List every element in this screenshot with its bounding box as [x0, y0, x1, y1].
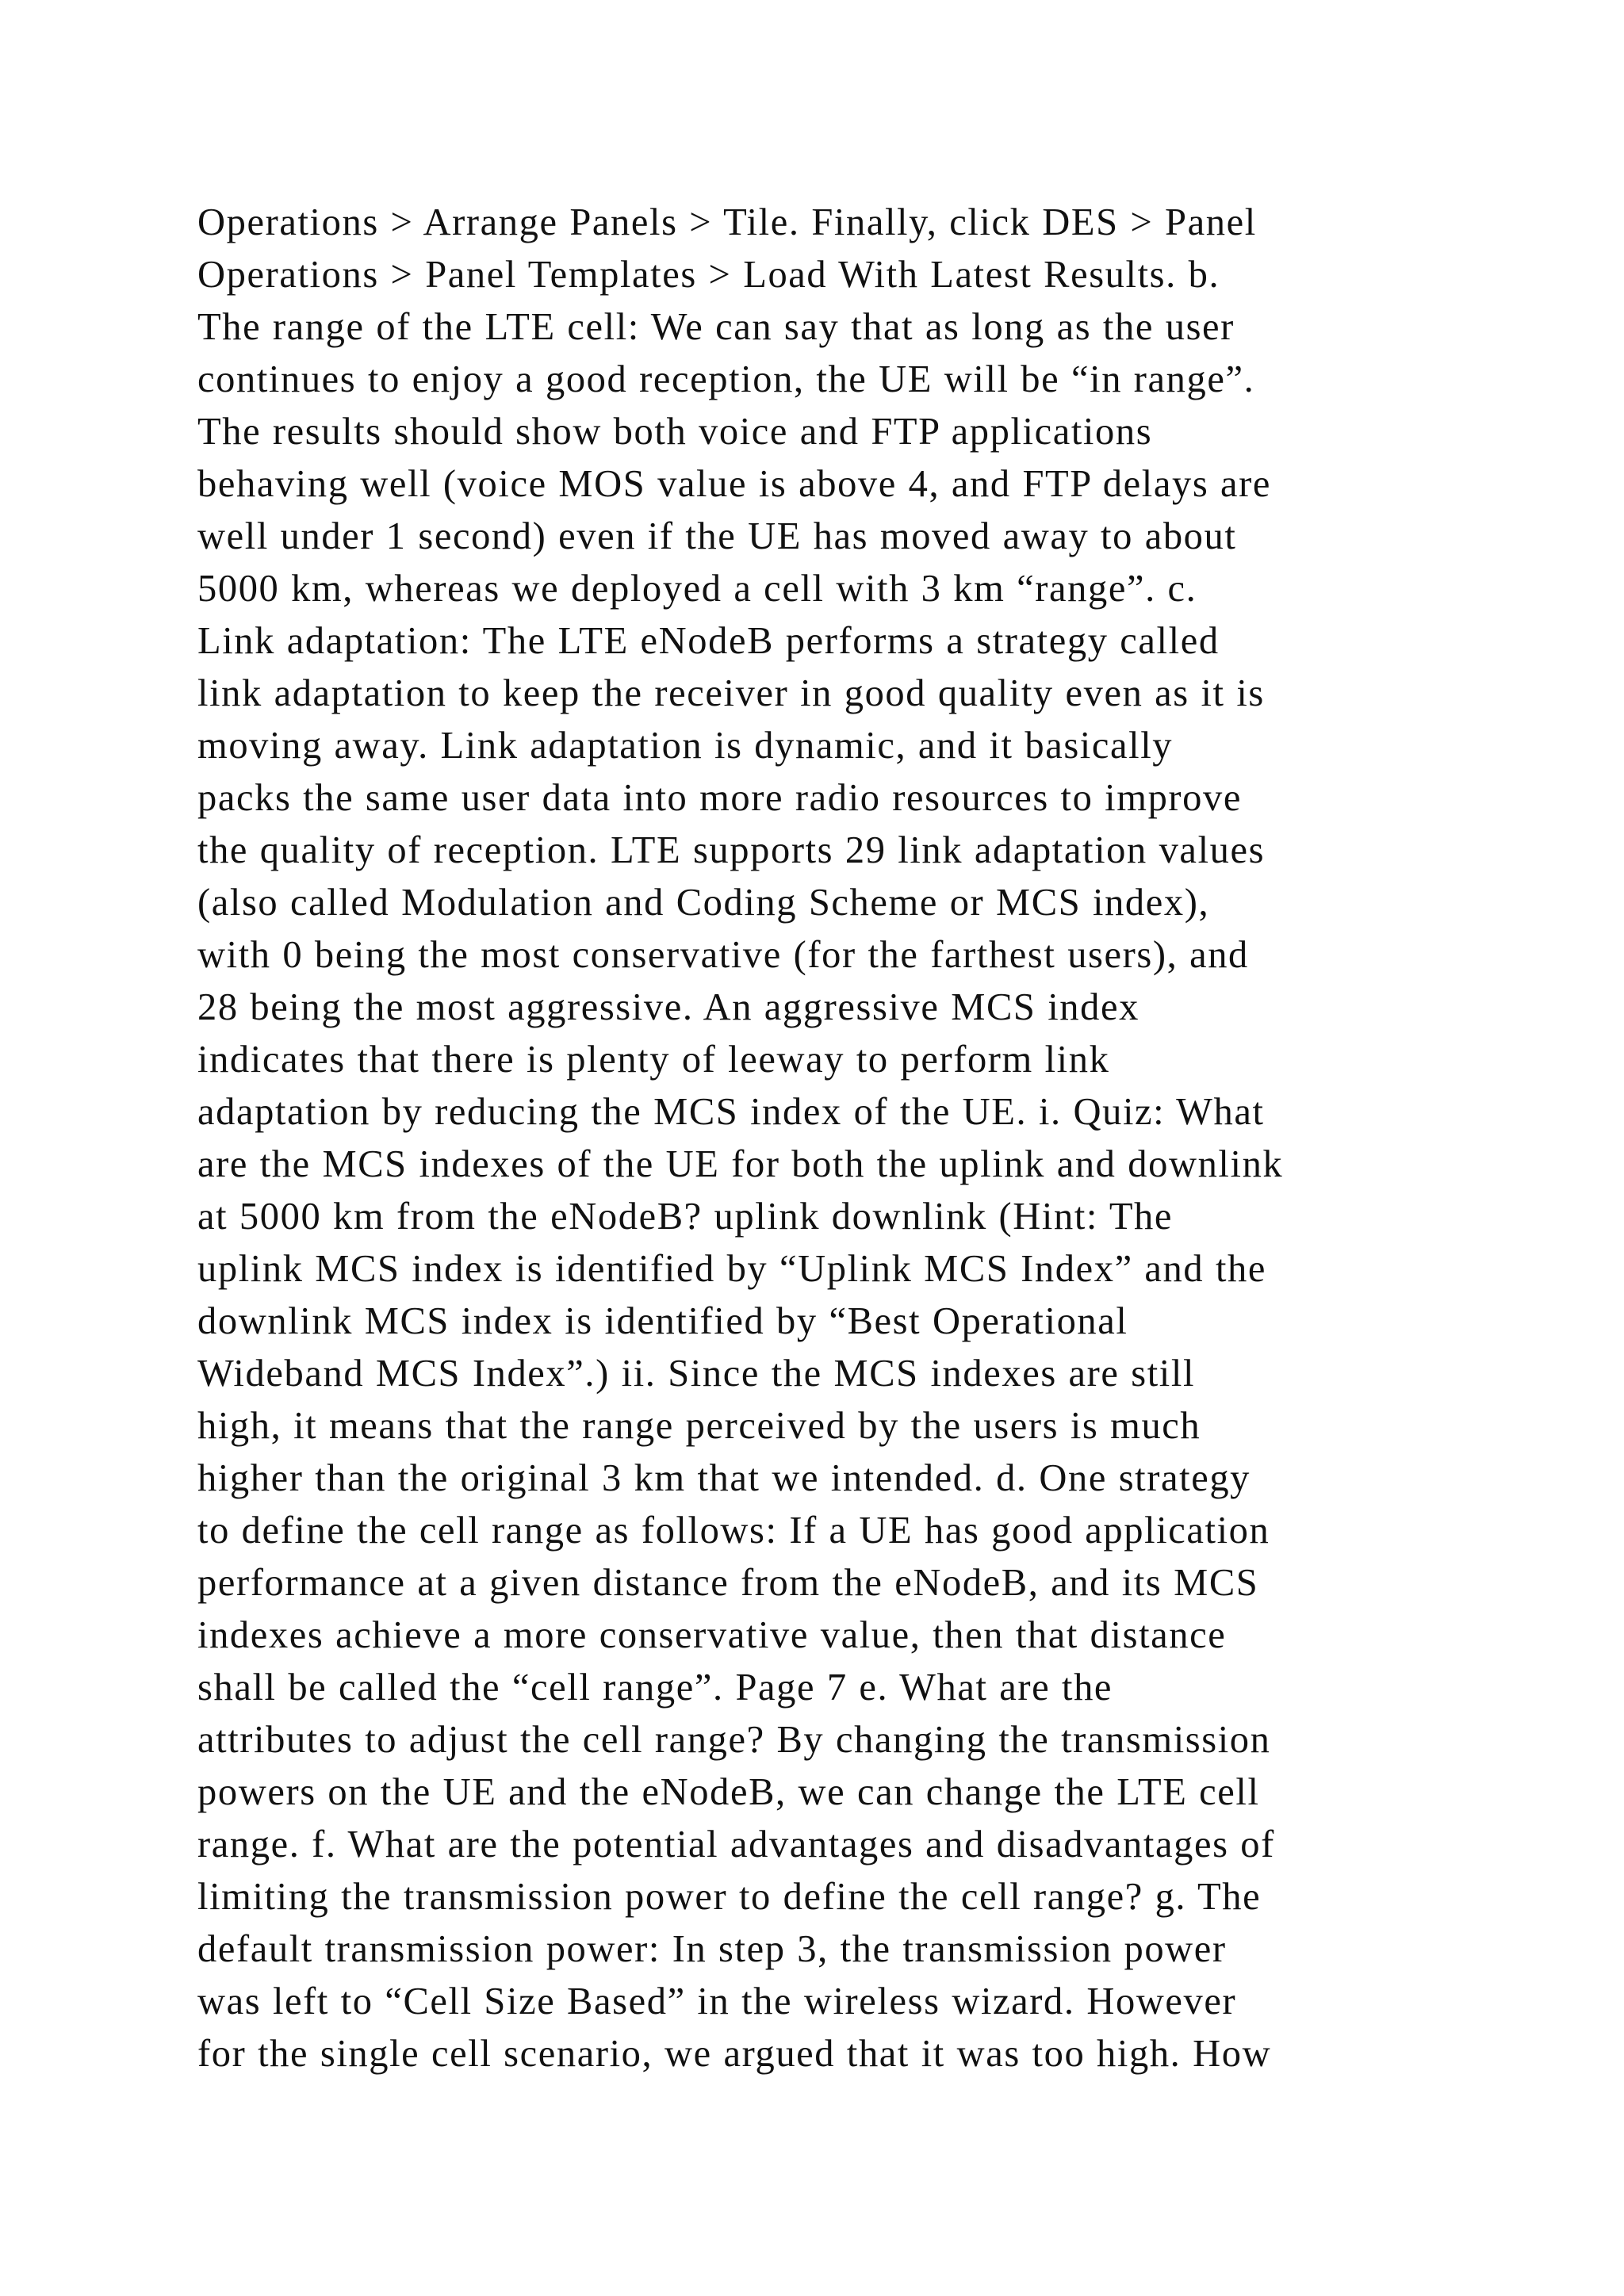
text-line: Link adaptation: The LTE eNodeB performs a strategy called	[197, 620, 1220, 662]
text-line: performance at a given distance from the eNodeB, and its MCS	[197, 1562, 1259, 1604]
text-line: (also called Modulation and Coding Scheme or MCS index),	[197, 882, 1210, 924]
text-line: behaving well (voice MOS value is above 4, and FTP delays are	[197, 463, 1272, 505]
text-line: default transmission power: In step 3, the transmission power	[197, 1928, 1227, 1970]
body-text	[197, 197, 1450, 2080]
text-line: Wideband MCS Index”.) ii. Since the MCS indexes are still	[197, 1353, 1196, 1395]
text-line: high, it means that the range perceived by the users is much	[197, 1405, 1201, 1447]
text-line: for the single cell scenario, we argued that it was too high. How	[197, 2033, 1272, 2075]
text-line: adaptation by reducing the MCS index of the UE. i. Quiz: What	[197, 1091, 1265, 1133]
text-line: attributes to adjust the cell range? By changing the transmission	[197, 1719, 1271, 1761]
text-line: are the MCS indexes of the UE for both the uplink and downlink	[197, 1143, 1284, 1185]
text-line: range. f. What are the potential advantages and disadvantages of	[197, 1823, 1275, 1866]
text-line: 5000 km, whereas we deployed a cell with 3 km “range”. c.	[197, 568, 1197, 610]
text-line: the quality of reception. LTE supports 29 link adaptation values	[197, 829, 1266, 871]
text-line: The results should show both voice and FTP applications	[197, 411, 1153, 453]
text-line: moving away. Link adaptation is dynamic, and it basically	[197, 725, 1174, 767]
text-line: continues to enjoy a good reception, the UE will be “in range”.	[197, 358, 1255, 400]
text-line: at 5000 km from the eNodeB? uplink downlink (Hint: The	[197, 1196, 1174, 1238]
text-line: downlink MCS index is identified by “Best Operational	[197, 1300, 1128, 1342]
text-line: shall be called the “cell range”. Page 7 e. What are the	[197, 1667, 1113, 1709]
text-line: powers on the UE and the eNodeB, we can change the LTE cell	[197, 1771, 1260, 1813]
text-line: was left to “Cell Size Based” in the wireless wizard. However	[197, 1980, 1237, 2022]
text-line: uplink MCS index is identified by “Uplink MCS Index” and the	[197, 1248, 1267, 1290]
text-line: 28 being the most aggressive. An aggressive MCS index	[197, 986, 1139, 1028]
text-line: Operations > Arrange Panels > Tile. Finally, click DES > Panel	[197, 201, 1257, 243]
text-line: well under 1 second) even if the UE has moved away to about	[197, 515, 1237, 557]
text-line: link adaptation to keep the receiver in good quality even as it is	[197, 672, 1265, 714]
text-line: with 0 being the most conservative (for the farthest users), and	[197, 934, 1249, 976]
text-line: Operations > Panel Templates > Load With Latest Results. b.	[197, 254, 1220, 296]
text-line: The range of the LTE cell: We can say that as long as the user	[197, 306, 1235, 348]
text-line: limiting the transmission power to define the cell range? g. The	[197, 1876, 1262, 1918]
text-line: to define the cell range as follows: If a UE has good application	[197, 1510, 1270, 1552]
text-line: packs the same user data into more radio resources to improve	[197, 777, 1242, 819]
text-line: indexes achieve a more conservative value, then that distance	[197, 1614, 1227, 1656]
text-line: higher than the original 3 km that we intended. d. One strategy	[197, 1457, 1251, 1499]
text-line: indicates that there is plenty of leeway to perform link	[197, 1039, 1110, 1081]
